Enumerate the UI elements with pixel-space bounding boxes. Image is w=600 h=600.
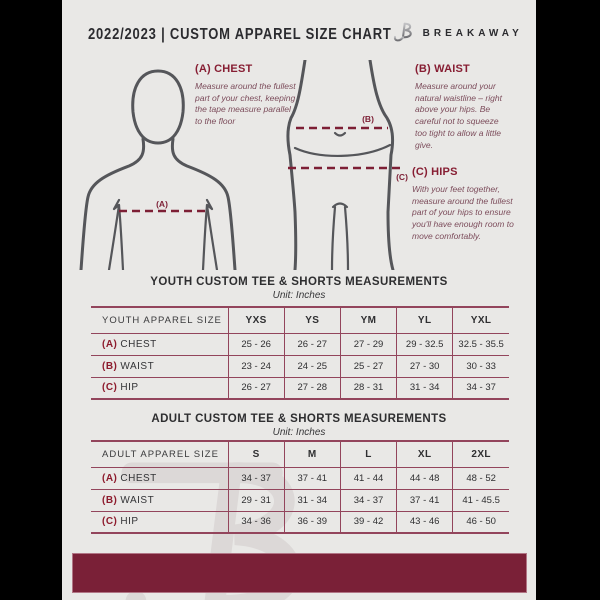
size-column-header: XL — [397, 441, 453, 467]
size-column-header: 2XL — [453, 441, 509, 467]
row-marker: (B) — [102, 360, 118, 372]
size-cell: 41 - 44 — [340, 467, 396, 489]
adult-table-title: ADULT CUSTOM TEE & SHORTS MEASUREMENTS — [151, 413, 447, 425]
size-cell: 34 - 37 — [453, 377, 509, 399]
size-cell: 30 - 33 — [453, 355, 509, 377]
breakaway-logo-icon — [392, 18, 414, 48]
size-column-header: S — [228, 441, 284, 467]
size-cell: 29 - 31 — [228, 489, 284, 511]
size-cell: 28 - 31 — [340, 377, 396, 399]
size-cell: 23 - 24 — [228, 355, 284, 377]
adult-size-table — [91, 440, 509, 534]
youth-size-table — [91, 306, 509, 400]
chest-description: Measure around the fullest part of your chest, keeping the tape measure parallel to the floor — [195, 81, 296, 127]
row-marker: (C) — [102, 382, 118, 394]
waist-hips-figure — [283, 60, 413, 270]
hips-marker-label: (C) — [396, 172, 408, 182]
size-column-header: M — [284, 441, 340, 467]
row-label: WAIST — [120, 494, 155, 506]
row-marker: (B) — [102, 494, 118, 506]
chest-heading: (A) CHEST — [195, 63, 253, 75]
hips-heading: (C) HIPS — [412, 166, 458, 178]
size-cell: 27 - 29 — [340, 333, 396, 355]
table-row-waist — [91, 355, 509, 377]
waist-heading: (B) WAIST — [415, 63, 470, 75]
size-cell: 36 - 39 — [284, 511, 340, 533]
size-cell: 27 - 28 — [284, 377, 340, 399]
size-cell: 25 - 27 — [340, 355, 396, 377]
size-column-header: YXL — [453, 307, 509, 333]
waist-guide — [415, 63, 511, 151]
size-cell: 26 - 27 — [228, 377, 284, 399]
left-black-band — [0, 0, 62, 600]
adult-header-row — [91, 441, 509, 467]
row-marker: (C) — [102, 516, 118, 528]
chest-marker-label: (A) — [156, 199, 168, 209]
row-label: HIP — [120, 516, 139, 528]
size-cell: 44 - 48 — [397, 467, 453, 489]
size-column-header: L — [340, 441, 396, 467]
brand-name: BREAKAWAY — [422, 27, 523, 39]
table-row-hip — [91, 377, 509, 399]
row-label: WAIST — [120, 360, 155, 372]
adult-size-column-header: ADULT APPAREL SIZE — [102, 448, 219, 460]
size-cell: 31 - 34 — [397, 377, 453, 399]
table-row-chest — [91, 333, 509, 355]
table-row-hip — [91, 511, 509, 533]
row-marker: (A) — [102, 472, 118, 484]
table-row-chest — [91, 467, 509, 489]
youth-header-row — [91, 307, 509, 333]
table-row-waist — [91, 489, 509, 511]
row-label: CHEST — [120, 472, 157, 484]
size-cell: 46 - 50 — [453, 511, 509, 533]
youth-table-unit: Unit: Inches — [272, 290, 326, 301]
size-cell: 34 - 37 — [228, 467, 284, 489]
adult-table-unit: Unit: Inches — [272, 427, 326, 438]
right-black-band — [536, 0, 600, 600]
size-chart-page — [62, 0, 536, 600]
chest-guide — [195, 63, 299, 128]
size-column-header: YXS — [228, 307, 284, 333]
size-cell: 41 - 45.5 — [453, 489, 509, 511]
size-column-header: YS — [284, 307, 340, 333]
brand-lockup — [392, 18, 523, 48]
size-cell: 27 - 30 — [397, 355, 453, 377]
size-cell: 31 - 34 — [284, 489, 340, 511]
youth-table-title: YOUTH CUSTOM TEE & SHORTS MEASUREMENTS — [150, 276, 448, 288]
size-cell: 24 - 25 — [284, 355, 340, 377]
row-label: HIP — [120, 382, 139, 394]
size-cell: 37 - 41 — [397, 489, 453, 511]
size-cell: 39 - 42 — [340, 511, 396, 533]
size-cell: 25 - 26 — [228, 333, 284, 355]
size-cell: 26 - 27 — [284, 333, 340, 355]
size-column-header: YL — [397, 307, 453, 333]
size-column-header: YM — [340, 307, 396, 333]
page-header — [88, 20, 523, 46]
size-cell: 48 - 52 — [453, 467, 509, 489]
size-cell: 34 - 36 — [228, 511, 284, 533]
page-title: 2022/2023 | CUSTOM APPAREL SIZE CHART — [88, 24, 392, 42]
size-cell: 32.5 - 35.5 — [453, 333, 509, 355]
size-cell: 37 - 41 — [284, 467, 340, 489]
size-cell: 29 - 32.5 — [397, 333, 453, 355]
footer-bar — [72, 553, 527, 593]
hips-description: With your feet together, measure around the fullest part of your hips to ensure you'll have enough room to move comfortably. — [412, 184, 514, 241]
row-label: CHEST — [120, 338, 157, 350]
waist-marker-label: (B) — [362, 114, 374, 124]
youth-size-column-header: YOUTH APPAREL SIZE — [102, 314, 222, 326]
row-marker: (A) — [102, 338, 118, 350]
waist-description: Measure around your natural waistline – right above your hips. Be careful not to squeeze too tight to allow a little give. — [415, 81, 502, 150]
size-cell: 43 - 46 — [397, 511, 453, 533]
size-cell: 34 - 37 — [340, 489, 396, 511]
hips-guide — [412, 166, 522, 243]
